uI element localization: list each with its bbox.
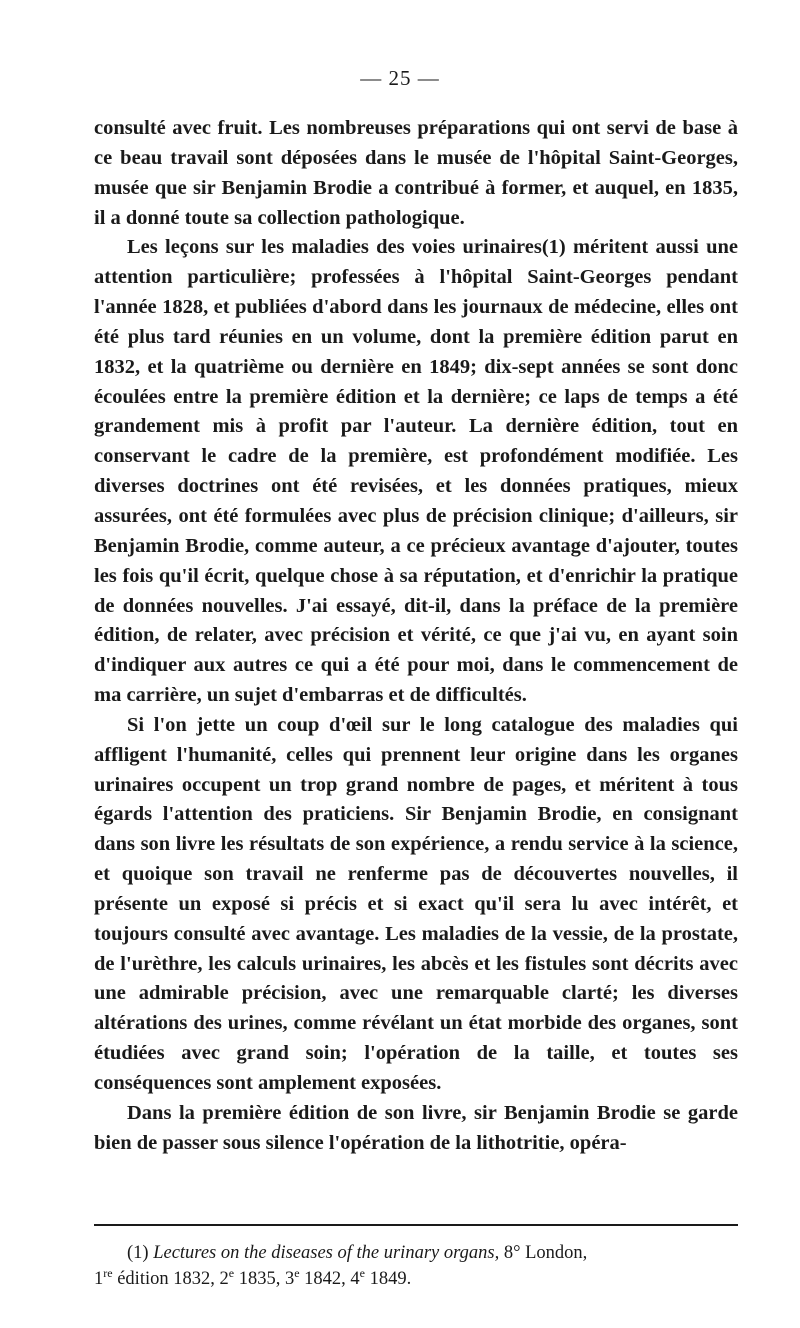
paragraph-4: Dans la première édition de son livre, sir Benjamin Brodie se garde bien de passer sous silence l'opération de la lithotritie, opéra- (94, 1101, 738, 1154)
edition-1-suffix: re (103, 1265, 113, 1280)
edition-3-number: 3 (284, 1269, 295, 1289)
edition-2-text: 1835, (238, 1269, 281, 1289)
edition-4-suffix: e (359, 1265, 366, 1280)
paragraph-2: Les leçons sur les maladies des voies urinaires(1) méritent aussi une attention particulière; professées à l'hôpital Saint-Georges pendant l'année 1828, et publiées d'abord dans les journaux de médecine, elles ont été plus tard réunies en un volume, dont la première édition parut en 1832, et la quatrième ou dernière en 1849; dix-sept années se sont donc écoulées entre la première édition et la dernière; ce laps de temps a été grandement mis à profit par l'auteur. La dernière édition, tout en conservant le cadre de la première, est profondément modifiée. Les diverses doctrines ont été revisées, et les données pratiques, mieux assurées, ont été formulées avec plus de précision clinique; d'ailleurs, sir Benjamin Brodie, comme auteur, a ce précieux avantage d'ajouter, toutes les fois qu'il écrit, quelque chose à sa réputation, et d'enrichir la pratique de données nouvelles. J'ai essayé, dit-il, dans la préface de la première édition, de relater, avec précision et vérité, ce que j'ai vu, en ayant soin d'indiquer aux autres ce qui a été pour moi, dans le commencement de ma carrière, un sujet d'embarras et de difficultés. (94, 236, 738, 707)
body-text (94, 114, 738, 1159)
edition-1-text: édition 1832, (117, 1269, 215, 1289)
edition-4-number: 4 (350, 1269, 360, 1289)
footnote-line-1 (94, 1240, 738, 1266)
paragraph-3: Si l'on jette un coup d'œil sur le long catalogue des maladies qui affligent l'humanité, celles qui prennent leur origine dans les organes urinaires occupent un trop grand nombre de pages, et méritent à tous égards l'attention des praticiens. Sir Benjamin Brodie, en consignant dans son livre les résultats de son expérience, a rendu service à la science, et quoique son travail ne renferme pas de découvertes nouvelles, il présente un exposé si précis et si exact qu'il sera lu avec intérêt, et toujours consulté avec avantage. Les maladies de la vessie, de la prostate, de l'urèthre, les calculs urinaires, les abcès et les fistules sont décrits avec une admirable précision, avec une remarquable clarté; les diverses altérations des urines, comme révélant un état morbide des organes, sont étudiées avec grand soin; l'opération de la taille, et toutes ses conséquences sont amplement exposées. (94, 713, 738, 1094)
footnote-marker: (1) (127, 1243, 149, 1263)
edition-3-text: 1842, (304, 1269, 346, 1289)
edition-1-number: 1 (94, 1269, 104, 1289)
footnote-line-2 (94, 1266, 738, 1292)
edition-2-number: 2 (219, 1269, 229, 1289)
footnote (94, 1240, 738, 1292)
edition-4-text: 1849. (369, 1269, 412, 1289)
edition-2-suffix: e (228, 1265, 235, 1280)
paragraph-1: consulté avec fruit. Les nombreuses préparations qui ont servi de base à ce beau travail sont déposées dans le musée de l'hôpital Saint-Georges, musée que sir Benjamin Brodie a contribué à former, et auquel, en 1835, il a donné toute sa collection pathologique. (94, 117, 738, 229)
edition-3-suffix: e (294, 1265, 300, 1280)
page-number: — 25 — (360, 66, 440, 90)
footnote-title: Lectures on the diseases of the urinary organs, (153, 1243, 500, 1263)
footnote-format: 8° London, (503, 1243, 588, 1263)
footnote-rule (94, 1224, 738, 1226)
